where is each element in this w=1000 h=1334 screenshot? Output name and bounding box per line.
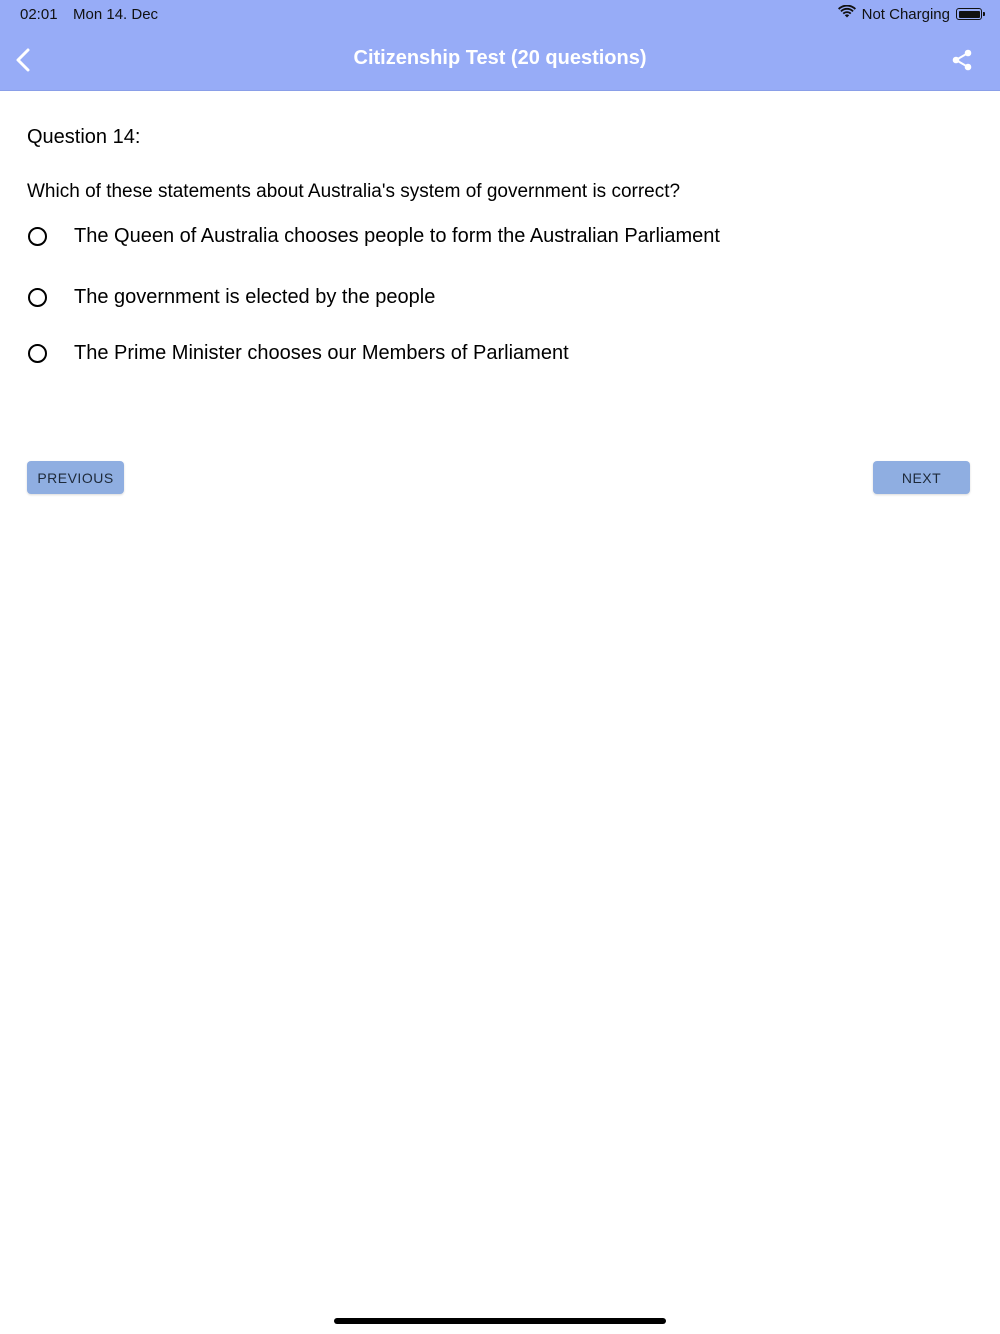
question-text: Which of these statements about Australia's system of government is correct?: [27, 181, 681, 202]
status-bar: [0, 0, 1000, 30]
app-header: [0, 0, 1000, 91]
answer-option-label: The Queen of Australia chooses people to form the Australian Parliament: [74, 224, 720, 247]
wifi-icon: [838, 5, 856, 23]
previous-button[interactable]: PREVIOUS: [27, 461, 124, 494]
status-right: [838, 5, 982, 23]
share-button[interactable]: [950, 48, 974, 72]
battery-icon: [956, 8, 982, 20]
next-button[interactable]: NEXT: [873, 461, 970, 494]
page-title: Citizenship Test (20 questions): [353, 47, 647, 69]
answer-option-label: The Prime Minister chooses our Members of Parliament: [74, 341, 569, 364]
answer-option-label: The government is elected by the people: [74, 285, 436, 308]
nav-bar: [0, 30, 1000, 90]
answer-option[interactable]: [27, 337, 569, 369]
radio-button-icon[interactable]: [28, 288, 47, 307]
status-time: 02:01: [20, 6, 58, 23]
charging-status: Not Charging: [861, 5, 950, 23]
radio-button-icon[interactable]: [28, 227, 47, 246]
home-indicator[interactable]: [334, 1318, 666, 1324]
radio-button-icon[interactable]: [28, 344, 47, 363]
answer-option[interactable]: [27, 220, 720, 252]
share-icon: [950, 48, 974, 72]
answer-option[interactable]: [27, 281, 435, 313]
question-number: Question 14:: [27, 126, 141, 148]
status-date: Mon 14. Dec: [73, 6, 159, 23]
